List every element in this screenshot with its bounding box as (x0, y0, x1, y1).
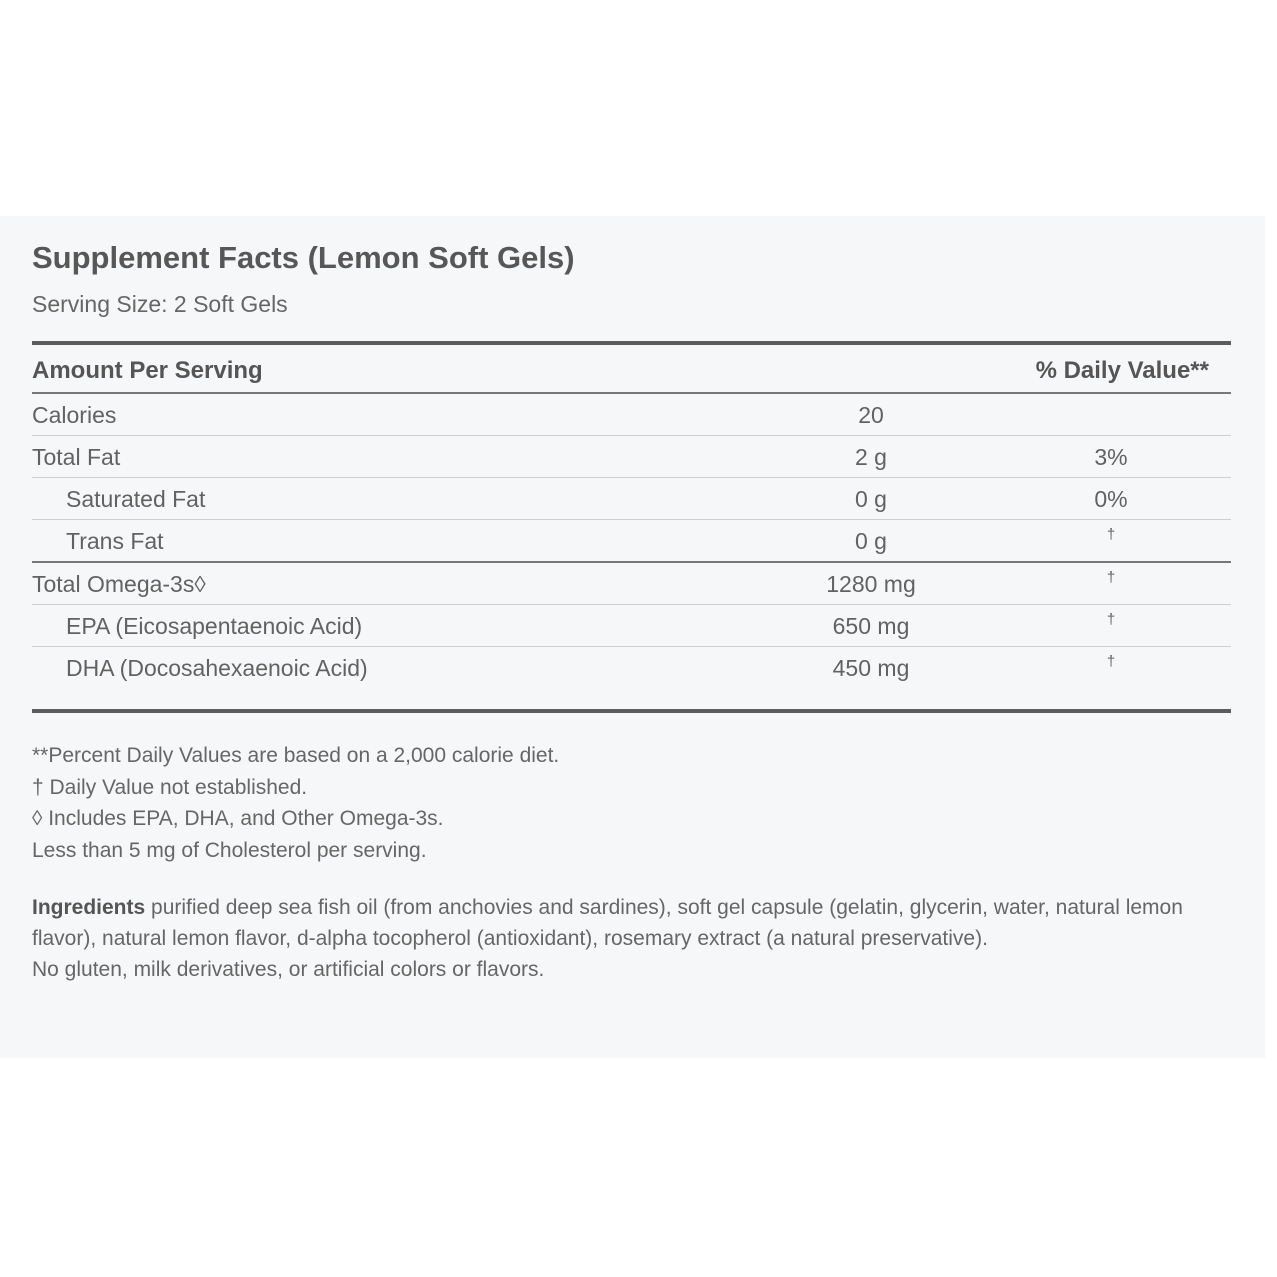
row-daily-value: † (1106, 653, 1116, 670)
row-daily-value: 0% (1094, 486, 1128, 512)
row-amount: 650 mg (832, 613, 910, 639)
row-amount: 0 g (855, 486, 887, 512)
row-name: Saturated Fat (66, 486, 206, 512)
row-amount: 1280 mg (826, 571, 916, 597)
ingredients-paragraph (32, 892, 1237, 954)
table-row-calories (32, 394, 1231, 436)
row-name: Total Fat (32, 444, 121, 470)
ingredients-block (32, 892, 1237, 985)
table-row-total-fat (32, 436, 1231, 478)
header-daily-value: % Daily Value** (1035, 357, 1209, 384)
table-row-trans-fat (32, 520, 1231, 563)
row-daily-value: 3% (1094, 444, 1128, 470)
ingredients-note: No gluten, milk derivatives, or artificial colors or flavors. (32, 958, 545, 981)
row-amount: 450 mg (832, 655, 910, 681)
ingredients-label: Ingredients (32, 896, 146, 919)
row-amount: 2 g (855, 444, 887, 470)
row-daily-value: † (1106, 526, 1116, 543)
header-amount-per-serving: Amount Per Serving (32, 357, 263, 384)
serving-size: Serving Size: 2 Soft Gels (32, 291, 288, 317)
page-title: Supplement Facts (Lemon Soft Gels) (32, 240, 575, 275)
table-row-saturated-fat (32, 478, 1231, 520)
row-name: Trans Fat (66, 528, 164, 554)
footnote-dagger: † Daily Value not established. (32, 775, 308, 799)
table-row-epa (32, 605, 1231, 647)
table-row-dha (32, 647, 1231, 688)
row-amount: 20 (858, 402, 884, 428)
footnote-omega: ◊ Includes EPA, DHA, and Other Omega-3s. (32, 807, 444, 831)
table-header (32, 345, 1231, 394)
row-name: DHA (Docosahexaenoic Acid) (66, 655, 368, 681)
row-amount: 0 g (855, 528, 887, 554)
row-daily-value: † (1106, 611, 1116, 628)
row-name: Calories (32, 402, 117, 428)
table-bottom-rule (32, 709, 1231, 713)
row-name: EPA (Eicosapentaenoic Acid) (66, 613, 363, 639)
row-daily-value: † (1106, 569, 1116, 586)
footnote-daily-values: **Percent Daily Values are based on a 2,000 calorie diet. (32, 744, 560, 767)
ingredients-text: purified deep sea fish oil (from anchovies and sardines), soft gel capsule (gelatin, glycerin, water, natural lemon flavor), natural lemon flavor, d-alpha tocopherol (antioxidant), rosemary extract (a natural preservative). (32, 896, 1183, 950)
footnotes (32, 740, 559, 866)
facts-table (32, 341, 1231, 688)
table-row-total-omega-3s (32, 563, 1231, 605)
footnote-cholesterol: Less than 5 mg of Cholesterol per serving. (32, 838, 427, 862)
row-name: Total Omega-3s◊ (32, 571, 206, 597)
